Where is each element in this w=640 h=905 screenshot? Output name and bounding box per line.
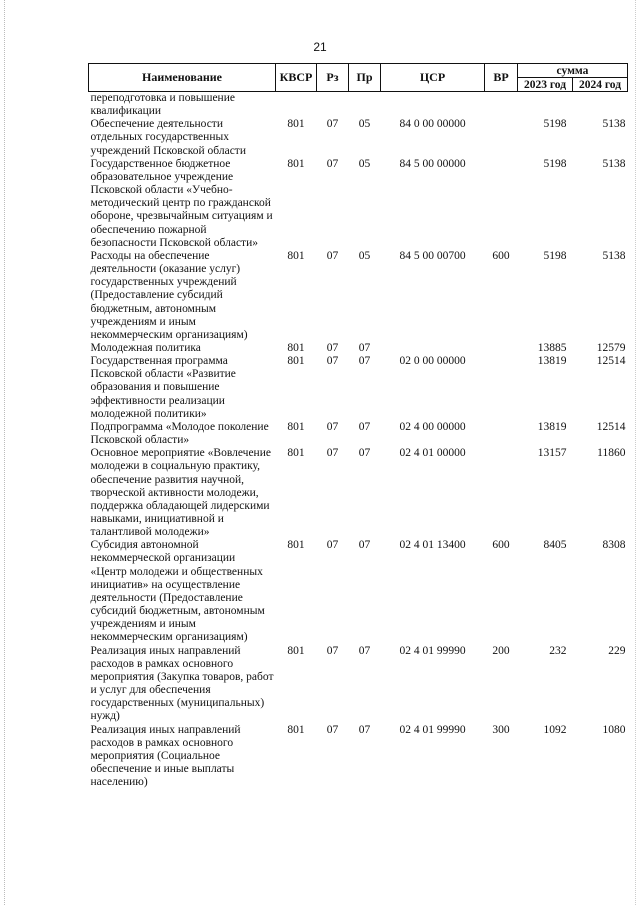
table-row: [89, 92, 628, 119]
row-kvsr: 801: [287, 420, 305, 433]
row-sum-2024: 12514: [596, 420, 626, 433]
row-csr: 84 0 00 00000: [399, 118, 466, 131]
row-csr: 84 5 00 00000: [399, 157, 466, 170]
row-vr: [485, 342, 518, 355]
row-kvsr: 801: [287, 157, 305, 170]
row-csr: 02 4 01 99990: [399, 723, 466, 736]
row-kvsr: [276, 92, 317, 119]
row-sum-2024: 8308: [602, 539, 626, 552]
row-sum-2023: 232: [549, 644, 567, 657]
row-sum-2023: 13819: [537, 355, 567, 368]
row-csr: 02 4 00 00000: [399, 420, 466, 433]
table-row: [89, 724, 628, 790]
row-rz: 07: [326, 644, 339, 657]
header-year-2023: 2023 год: [518, 78, 573, 92]
table-row: [89, 342, 628, 355]
row-sum-2023: 1092: [543, 723, 567, 736]
row-kvsr: 801: [287, 249, 305, 262]
row-sum-2023: 5198: [543, 249, 567, 262]
row-csr: 84 5 00 00700: [399, 249, 466, 262]
row-name: Реализация иных направлений расходов в рамках основного мероприятия (Закупка товаров, работ и услуг для обеспечения государственных (муниципальных) нужд): [90, 644, 274, 723]
row-sum-2024: 5138: [602, 249, 626, 262]
row-pr: 07: [358, 539, 371, 552]
row-sum-2024: 5138: [602, 118, 626, 131]
row-name: Государственная программа Псковской области «Развитие образования и повышение эффективности реализации молодежной политики»: [90, 355, 236, 420]
row-sum-2024: 1080: [602, 723, 626, 736]
row-name: Молодежная политика: [90, 341, 201, 354]
row-rz: 07: [326, 447, 339, 460]
row-sum-2024: 229: [608, 644, 626, 657]
scan-edge-right: [635, 0, 640, 905]
row-sum-2023: 13157: [537, 447, 567, 460]
row-rz: 07: [326, 118, 339, 131]
row-vr: 600: [492, 249, 510, 262]
row-kvsr: 801: [287, 355, 305, 368]
row-name: переподготовка и повышение квалификации: [90, 92, 235, 118]
budget-table: [88, 63, 628, 789]
row-rz: 07: [326, 249, 339, 262]
row-rz: 07: [326, 341, 339, 354]
row-vr: [485, 118, 518, 157]
row-csr: 02 4 01 13400: [399, 539, 466, 552]
row-vr: 300: [492, 723, 510, 736]
row-kvsr: 801: [287, 644, 305, 657]
row-name: Обеспечение деятельности отдельных государственных учреждений Псковской области: [90, 118, 246, 157]
page-number: 21: [313, 40, 327, 54]
row-sum-2024: 11860: [597, 447, 626, 460]
row-vr: 600: [492, 539, 510, 552]
row-name: Подпрограмма «Молодое поколение Псковской области»: [90, 420, 269, 447]
header-pr: Пр: [349, 64, 381, 92]
row-sum-2023: 8405: [543, 539, 567, 552]
header-csr: ЦСР: [381, 64, 485, 92]
table-row: [89, 421, 628, 447]
row-csr: 02 0 00 00000: [399, 355, 466, 368]
scan-edge-left: [0, 0, 5, 905]
row-sum-2023: [518, 92, 573, 119]
table-row: [89, 158, 628, 250]
row-rz: [317, 92, 349, 119]
row-pr: 07: [358, 341, 371, 354]
row-csr: [381, 92, 485, 119]
row-vr: 200: [492, 644, 510, 657]
row-name: Реализация иных направлений расходов в рамках основного мероприятия (Социальное обеспечение и иные выплаты населению): [90, 723, 241, 789]
row-vr: [485, 447, 518, 539]
row-vr: [485, 92, 518, 119]
row-pr: 07: [358, 644, 371, 657]
row-name: Государственное бюджетное образовательное учреждение Псковской области «Учебно-методический центр по гражданской обороне, чрезвычайным ситуациям и обеспечению пожарной безопасности Псковской области»: [90, 157, 273, 249]
row-sum-2024: 12579: [596, 341, 626, 354]
row-sum-2024: 5138: [602, 157, 626, 170]
header-kvsr: КВСР: [276, 64, 317, 92]
row-rz: 07: [326, 157, 339, 170]
row-csr: 02 4 01 00000: [399, 447, 466, 460]
table-row: [89, 645, 628, 724]
row-csr: 02 4 01 99990: [399, 644, 466, 657]
row-sum-2024: 12514: [596, 355, 626, 368]
table-row: [89, 447, 628, 539]
row-pr: 05: [358, 249, 371, 262]
header-name: Наименование: [89, 64, 276, 92]
header-year-2024: 2024 год: [573, 78, 628, 92]
row-rz: 07: [326, 420, 339, 433]
row-csr: [381, 342, 485, 355]
row-sum-2023: 13819: [537, 420, 567, 433]
table-row: [89, 250, 628, 342]
row-kvsr: 801: [287, 539, 305, 552]
row-kvsr: 801: [287, 118, 305, 131]
row-pr: 07: [358, 355, 371, 368]
row-kvsr: 801: [287, 341, 305, 354]
row-pr: 05: [358, 157, 371, 170]
row-pr: 07: [358, 420, 371, 433]
row-sum-2024: [573, 92, 628, 119]
row-pr: 05: [358, 118, 371, 131]
header-sum: сумма: [518, 64, 628, 78]
table-row: [89, 118, 628, 157]
row-vr: [485, 421, 518, 447]
row-name: Субсидия автономной некоммерческой организации «Центр молодежи и общественных инициатив» на осуществление деятельности (Предоставление субсидий бюджетным, автономным учреждениям и иным некоммерческим организациям): [90, 539, 265, 644]
row-sum-2023: 13885: [537, 341, 567, 354]
table-body: [89, 92, 628, 790]
row-pr: 07: [358, 723, 371, 736]
row-vr: [485, 158, 518, 250]
table-row: [89, 539, 628, 644]
row-kvsr: 801: [287, 447, 305, 460]
row-rz: 07: [326, 539, 339, 552]
table-header: [89, 64, 628, 92]
row-sum-2023: 5198: [543, 118, 567, 131]
row-rz: 07: [326, 723, 339, 736]
header-vr: ВР: [485, 64, 518, 92]
row-name: Расходы на обеспечение деятельности (оказание услуг) государственных учреждений (Предоставление субсидий бюджетным, автономным учреждениям и иным некоммерческим организациям): [90, 249, 248, 341]
row-pr: [349, 92, 381, 119]
row-kvsr: 801: [287, 723, 305, 736]
row-name: Основное мероприятие «Вовлечение молодежи в социальную практику, обеспечение развития научной, творческой активности молодежи, поддержка обладающей лидерскими навыками, инициативной и талантливой молодежи»: [90, 447, 271, 539]
row-rz: 07: [326, 355, 339, 368]
row-pr: 07: [358, 447, 371, 460]
row-vr: [485, 355, 518, 421]
row-sum-2023: 5198: [543, 157, 567, 170]
header-rz: Рз: [317, 64, 349, 92]
table-row: [89, 355, 628, 421]
